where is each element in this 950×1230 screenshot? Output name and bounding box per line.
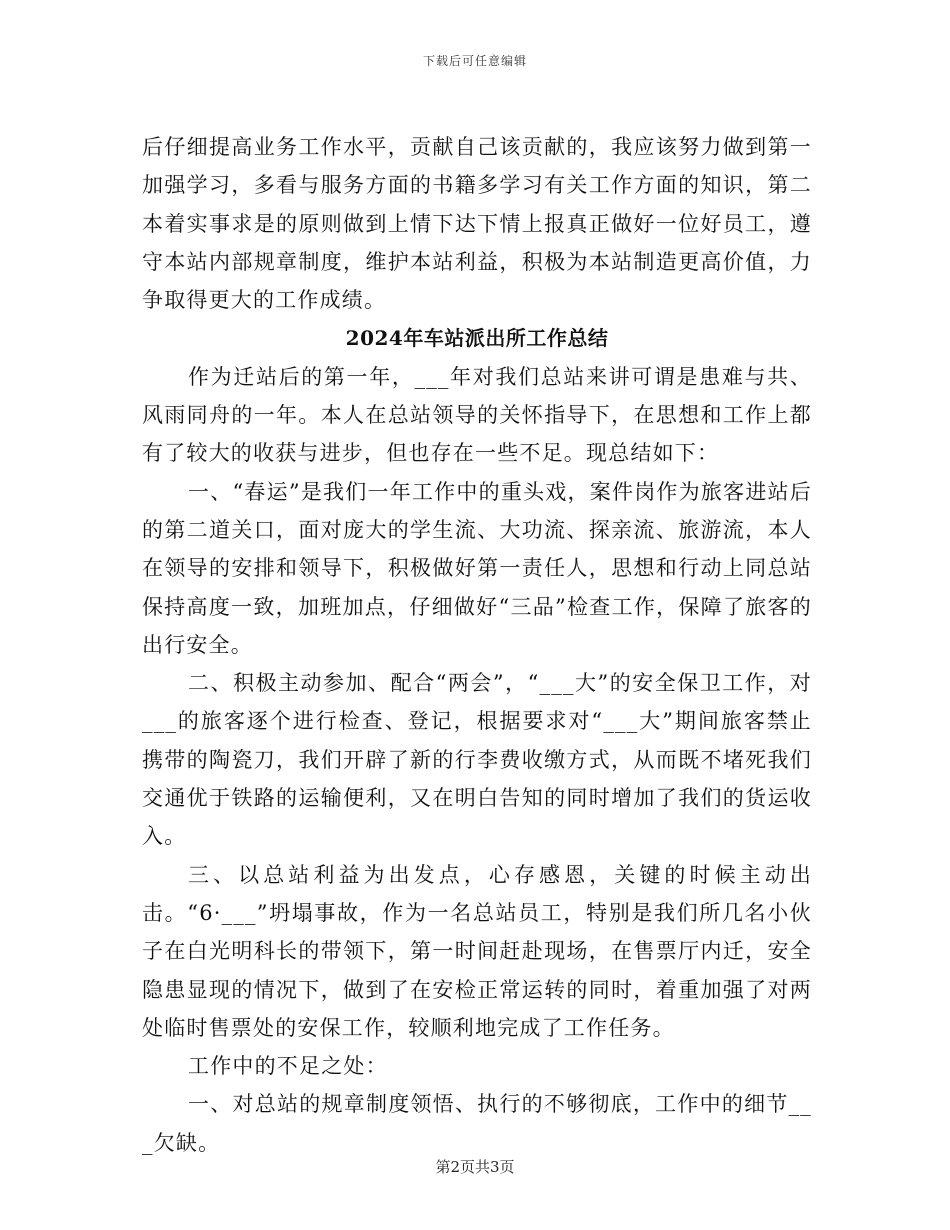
paragraph-point-3: 三、以总站利益为出发点，心存感恩，关键的时候主动出击。“6·___”坍塌事故，作为一名总站员工，特别是我们所几名小伙子在白光明科长的带领下，第一时间赶赴现场，在售票厅内迁，安全隐患显现的情况下，做到了在安检正常运转的同时，着重加强了对两处临时售票处的安保工作，较顺利地完成了工作任务。 <box>142 862 812 1040</box>
intro-paragraph: 后仔细提高业务工作水平，贡献自己该贡献的，我应该努力做到第一加强学习，多看与服务方面的书籍多学习有关工作方面的知识，第二本着实事求是的原则做到上情下达下情上报真正做好一位好员工，遵守本站内部规章制度，维护本站利益，积极为本站制造更高价值，力争取得更大的工作成绩。 <box>142 135 812 313</box>
paragraph-opening: 作为迁站后的第一年，___年对我们总站来讲可谓是患难与共、风雨同舟的一年。本人在总站领导的关怀指导下，在思想和工作上都有了较大的收获与进步，但也存在一些不足。现总结如下： <box>142 364 812 466</box>
paragraph-point-2: 二、积极主动参加、配合“两会”，“___大”的安全保卫工作，对___的旅客逐个进行检查、登记，根据要求对“___大”期间旅客禁止携带的陶瓷刀，我们开辟了新的行李费收缴方式，从而既不堵死我们交通优于铁路的运输便利，又在明白告知的同时增加了我们的货运收入。 <box>142 671 812 849</box>
paragraph-point-1: 一、“春运”是我们一年工作中的重头戏，案件岗作为旅客进站后的第二道关口，面对庞大的学生流、大功流、探亲流、旅游流，本人在领导的安排和领导下，积极做好第一责任人，思想和行动上同总站保持高度一致，加班加点，仔细做好“三品”检查工作，保障了旅客的出行安全。 <box>142 479 812 657</box>
paragraph-shortcoming-1: 一、对总站的规章制度领悟、执行的不够彻底，工作中的细节___欠缺。 <box>142 1092 812 1155</box>
document-body <box>142 128 812 1162</box>
page-header: 下载后可任意编辑 <box>422 54 527 68</box>
page-footer: 第2页共3页 <box>435 1158 515 1176</box>
paragraph-shortcomings-heading: 工作中的不足之处： <box>188 1054 388 1079</box>
document-title: 2024年车站派出所工作总结 <box>345 326 609 351</box>
